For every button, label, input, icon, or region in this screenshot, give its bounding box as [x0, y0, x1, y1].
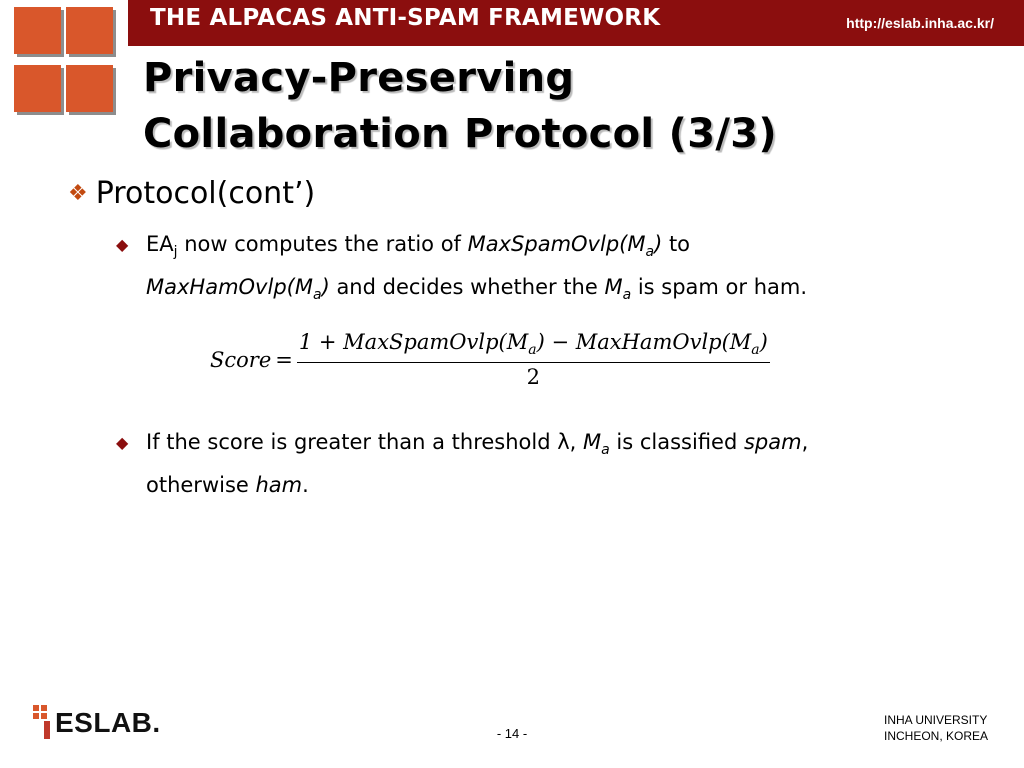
- header-url: http://eslab.inha.ac.kr/: [846, 15, 994, 31]
- decor-square-1: [14, 7, 61, 54]
- bullet-threshold-line1: If the score is greater than a threshold λ, $M_a$ is classified spam,: [146, 430, 809, 459]
- university-label: [884, 712, 988, 744]
- four-diamond-bullet-icon: ❖: [68, 181, 88, 206]
- university-name: INHA UNIVERSITY: [883, 713, 988, 727]
- section-heading: [68, 176, 315, 211]
- bullet-ratio-line2: $MaxHamOvlp(M_a)$ and decides whether the $M_a$ is spam or ham.: [146, 275, 808, 304]
- decor-square-4: [66, 65, 113, 112]
- formula-lhs: Score: [210, 347, 272, 372]
- slide-title-line2: Collaboration Protocol (3/3): [143, 111, 777, 157]
- decor-square-2: [66, 7, 113, 54]
- bullet-ratio-line1: $EA_j$ now computes the ratio of $MaxSpamOvlp(M_a)$ to: [146, 232, 691, 261]
- header-title: THE ALPACAS ANTI-SPAM FRAMEWORK: [150, 5, 661, 31]
- page-number: - 14 -: [496, 726, 528, 741]
- university-location: INCHEON, KOREA: [883, 729, 988, 743]
- diamond-bullet-icon: ◆: [116, 235, 129, 254]
- decor-square-3: [14, 65, 61, 112]
- eslab-logo-text: ESLAB.: [55, 707, 161, 738]
- bullet-threshold-line2: otherwise ham.: [146, 473, 309, 498]
- formula-numerator: $1 + MaxSpamOvlp(M_a)$ − $MaxHamOvlp(M_a)$: [298, 330, 768, 359]
- score-formula: [210, 330, 770, 389]
- slide-title: [143, 50, 777, 162]
- bullet-threshold: [116, 425, 976, 503]
- formula-equals: =: [275, 347, 293, 372]
- diamond-bullet-icon: ◆: [116, 433, 129, 452]
- slide-title-line1: Privacy-Preserving: [143, 55, 575, 101]
- bullet-ratio: [116, 227, 976, 313]
- section-label: Protocol(cont’): [95, 176, 316, 211]
- formula-denominator: 2: [526, 365, 541, 390]
